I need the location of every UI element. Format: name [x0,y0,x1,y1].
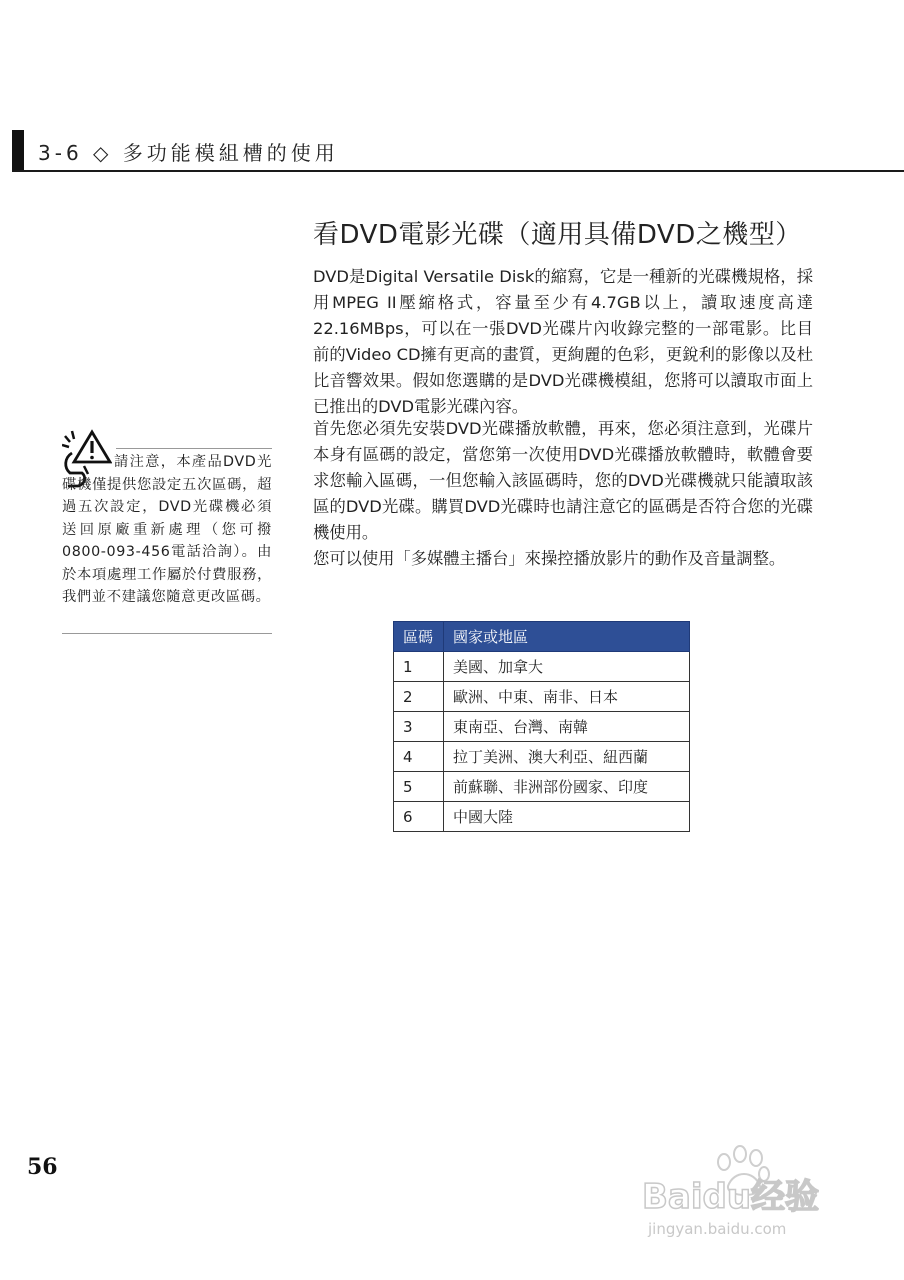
region-name-cell: 美國、加拿大 [444,652,690,682]
region-code-cell: 5 [394,772,444,802]
diamond-icon: ◇ [93,141,113,165]
table-row [394,802,690,832]
table-row [394,682,690,712]
chapter-header [12,130,904,172]
note-text: 請注意，本產品DVD光碟機僅提供您設定五次區碼，超過五次設定，DVD光碟機必須送回原廠重新處理（您可撥0800-093-456電話洽詢）。由於本項處理工作屬於付費服務，我們並不建議您隨意更改區碼。 [62,454,272,605]
section-name: 多功能模組槽的使用 [122,141,339,165]
page-number: 56 [27,1154,58,1180]
paragraph-region-code: 首先您必須先安裝DVD光碟播放軟體，再來，您必須注意到，光碟片本身有區碼的設定，當您第一次使用DVD光碟播放軟體時，軟體會要求您輸入區碼，一但您輸入該區碼時，您的DVD光碟機就只能讀取該區的DVD光碟。購買DVD光碟時也請注意它的區碼是否符合您的光碟機使用。 [313,419,813,542]
paragraph-multimedia: 您可以使用「多媒體主播台」來操控播放影片的動作及音量調整。 [313,549,786,568]
table-row [394,652,690,682]
note-rule-top [116,448,272,449]
region-code-cell: 4 [394,742,444,772]
section-number: 3-6 [38,141,83,165]
watermark-brand: Baidu经验 [642,1177,820,1217]
header-region-code: 區碼 [394,622,444,652]
region-name-cell: 前蘇聯、非洲部份國家、印度 [444,772,690,802]
region-code-cell: 6 [394,802,444,832]
table-row [394,742,690,772]
region-code-cell: 2 [394,682,444,712]
region-name-cell: 中國大陸 [444,802,690,832]
watermark-url: jingyan.baidu.com [648,1220,787,1238]
table-row [394,712,690,742]
region-code-cell: 1 [394,652,444,682]
region-name-cell: 歐洲、中東、南非、日本 [444,682,690,712]
region-code-cell: 3 [394,712,444,742]
table-header-row [394,622,690,652]
region-name-cell: 東南亞、台灣、南韓 [444,712,690,742]
paragraph-dvd-intro: DVD是Digital Versatile Disk的縮寫，它是一種新的光碟機規格，採用MPEG II壓縮格式，容量至少有4.7GB以上，讀取速度高達22.16MBps，可以在一張DVD光碟片內收錄完整的一部電影。比目前的Video CD擁有更高的畫質，更絢麗的色彩，更銳利的影像以及杜比音響效果。假如您選購的是DVD光碟機模組，您將可以讀取市面上已推出的DVD電影光碟內容。 [313,267,813,416]
header-country-region: 國家或地區 [444,622,690,652]
section-title: 看DVD電影光碟（適用具備DVD之機型） [313,220,802,250]
header-marker-bar [12,130,24,170]
region-code-table [393,621,690,832]
table-row [394,772,690,802]
note-rule-bottom [62,633,272,634]
chapter-title [38,137,339,166]
region-name-cell: 拉丁美洲、澳大利亞、紐西蘭 [444,742,690,772]
baidu-jingyan-watermark [642,1140,862,1270]
